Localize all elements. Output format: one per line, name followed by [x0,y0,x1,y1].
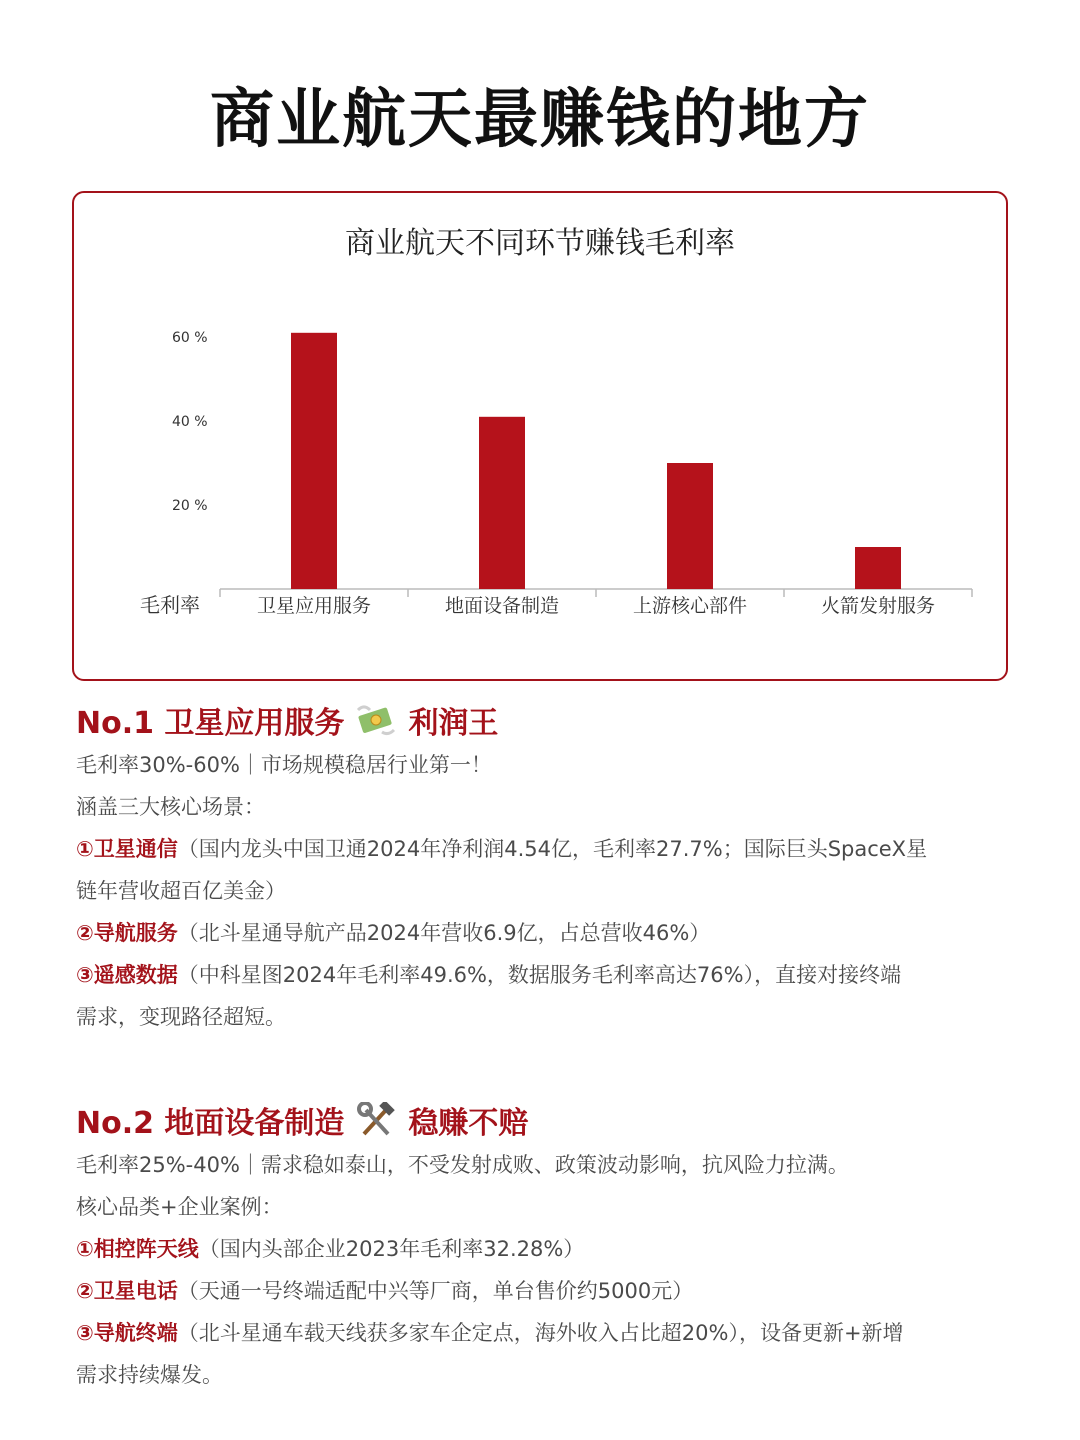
money-with-wings-icon [356,702,396,738]
bar [291,333,337,589]
section-heading-title: No.2 地面设备制造 [76,1106,345,1141]
hammer-and-wrench-icon [356,1102,396,1138]
x-tick-label: 上游核心部件 [632,595,748,617]
list-item-text: （北斗星通车载天线获多家车企定点，海外收入占比超20%），设备更新+新增 [177,1321,904,1345]
bar [667,463,713,589]
bar [479,417,525,589]
bar [855,547,901,589]
y-tick-label: 20 % [172,498,208,514]
section-subhead: 涵盖三大核心场景： [76,795,265,819]
list-item [76,954,1016,1038]
list-item [76,1228,1016,1270]
list-item [76,912,1016,954]
y-tick-label: 40 % [172,414,208,430]
x-tick-label: 卫星应用服务 [256,595,372,617]
list-item [76,1270,1016,1312]
list-item-text: （国内头部企业2023年毛利率32.28%） [198,1237,585,1261]
list-item-label: ③导航终端 [76,1321,178,1345]
x-tick-label: 地面设备制造 [444,595,560,617]
list-item-text-cont: 需求，变现路径超短。 [76,1005,286,1029]
x-tick-label: 火箭发射服务 [820,595,936,617]
list-item-text-cont: 链年营收超百亿美金） [76,879,286,903]
section-no2 [76,1098,1016,1396]
section-heading [76,1098,1016,1142]
list-item [76,828,1016,912]
y-axis-label: 毛利率 [140,593,200,617]
section-heading-title: No.1 卫星应用服务 [76,706,345,741]
list-item-text: （国内龙头中国卫通2024年净利润4.54亿，毛利率27.7%；国际巨头SpaceX星 [177,837,928,861]
list-item-label: ①相控阵天线 [76,1237,199,1261]
bar-chart [0,0,1080,700]
list-item-label: ②导航服务 [76,921,178,945]
list-item-label: ②卫星电话 [76,1279,178,1303]
list-item-text-cont: 需求持续爆发。 [76,1363,223,1387]
section-summary: 毛利率25%-40%｜需求稳如泰山，不受发射成败、政策波动影响，抗风险力拉满。 [76,1153,849,1177]
chart-title: 商业航天不同环节赚钱毛利率 [345,226,735,261]
section-heading-tag: 稳赚不赔 [408,1106,529,1141]
section-no1 [76,698,1016,1038]
y-tick-label: 60 % [172,330,208,346]
section-subhead: 核心品类+企业案例： [76,1195,283,1219]
list-item-text: （北斗星通导航产品2024年营收6.9亿，占总营收46%） [177,921,711,945]
list-item [76,1312,1016,1396]
list-item-label: ①卫星通信 [76,837,178,861]
section-heading-tag: 利润王 [408,706,499,741]
section-summary: 毛利率30%-60%｜市场规模稳居行业第一！ [76,753,492,777]
list-item-text: （中科星图2024年毛利率49.6%，数据服务毛利率高达76%），直接对接终端 [177,963,902,987]
list-item-text: （天通一号终端适配中兴等厂商，单台售价约5000元） [177,1279,694,1303]
list-item-label: ③遥感数据 [76,963,178,987]
page-title: 商业航天最赚钱的地方 [210,83,870,157]
section-heading [76,698,1016,742]
